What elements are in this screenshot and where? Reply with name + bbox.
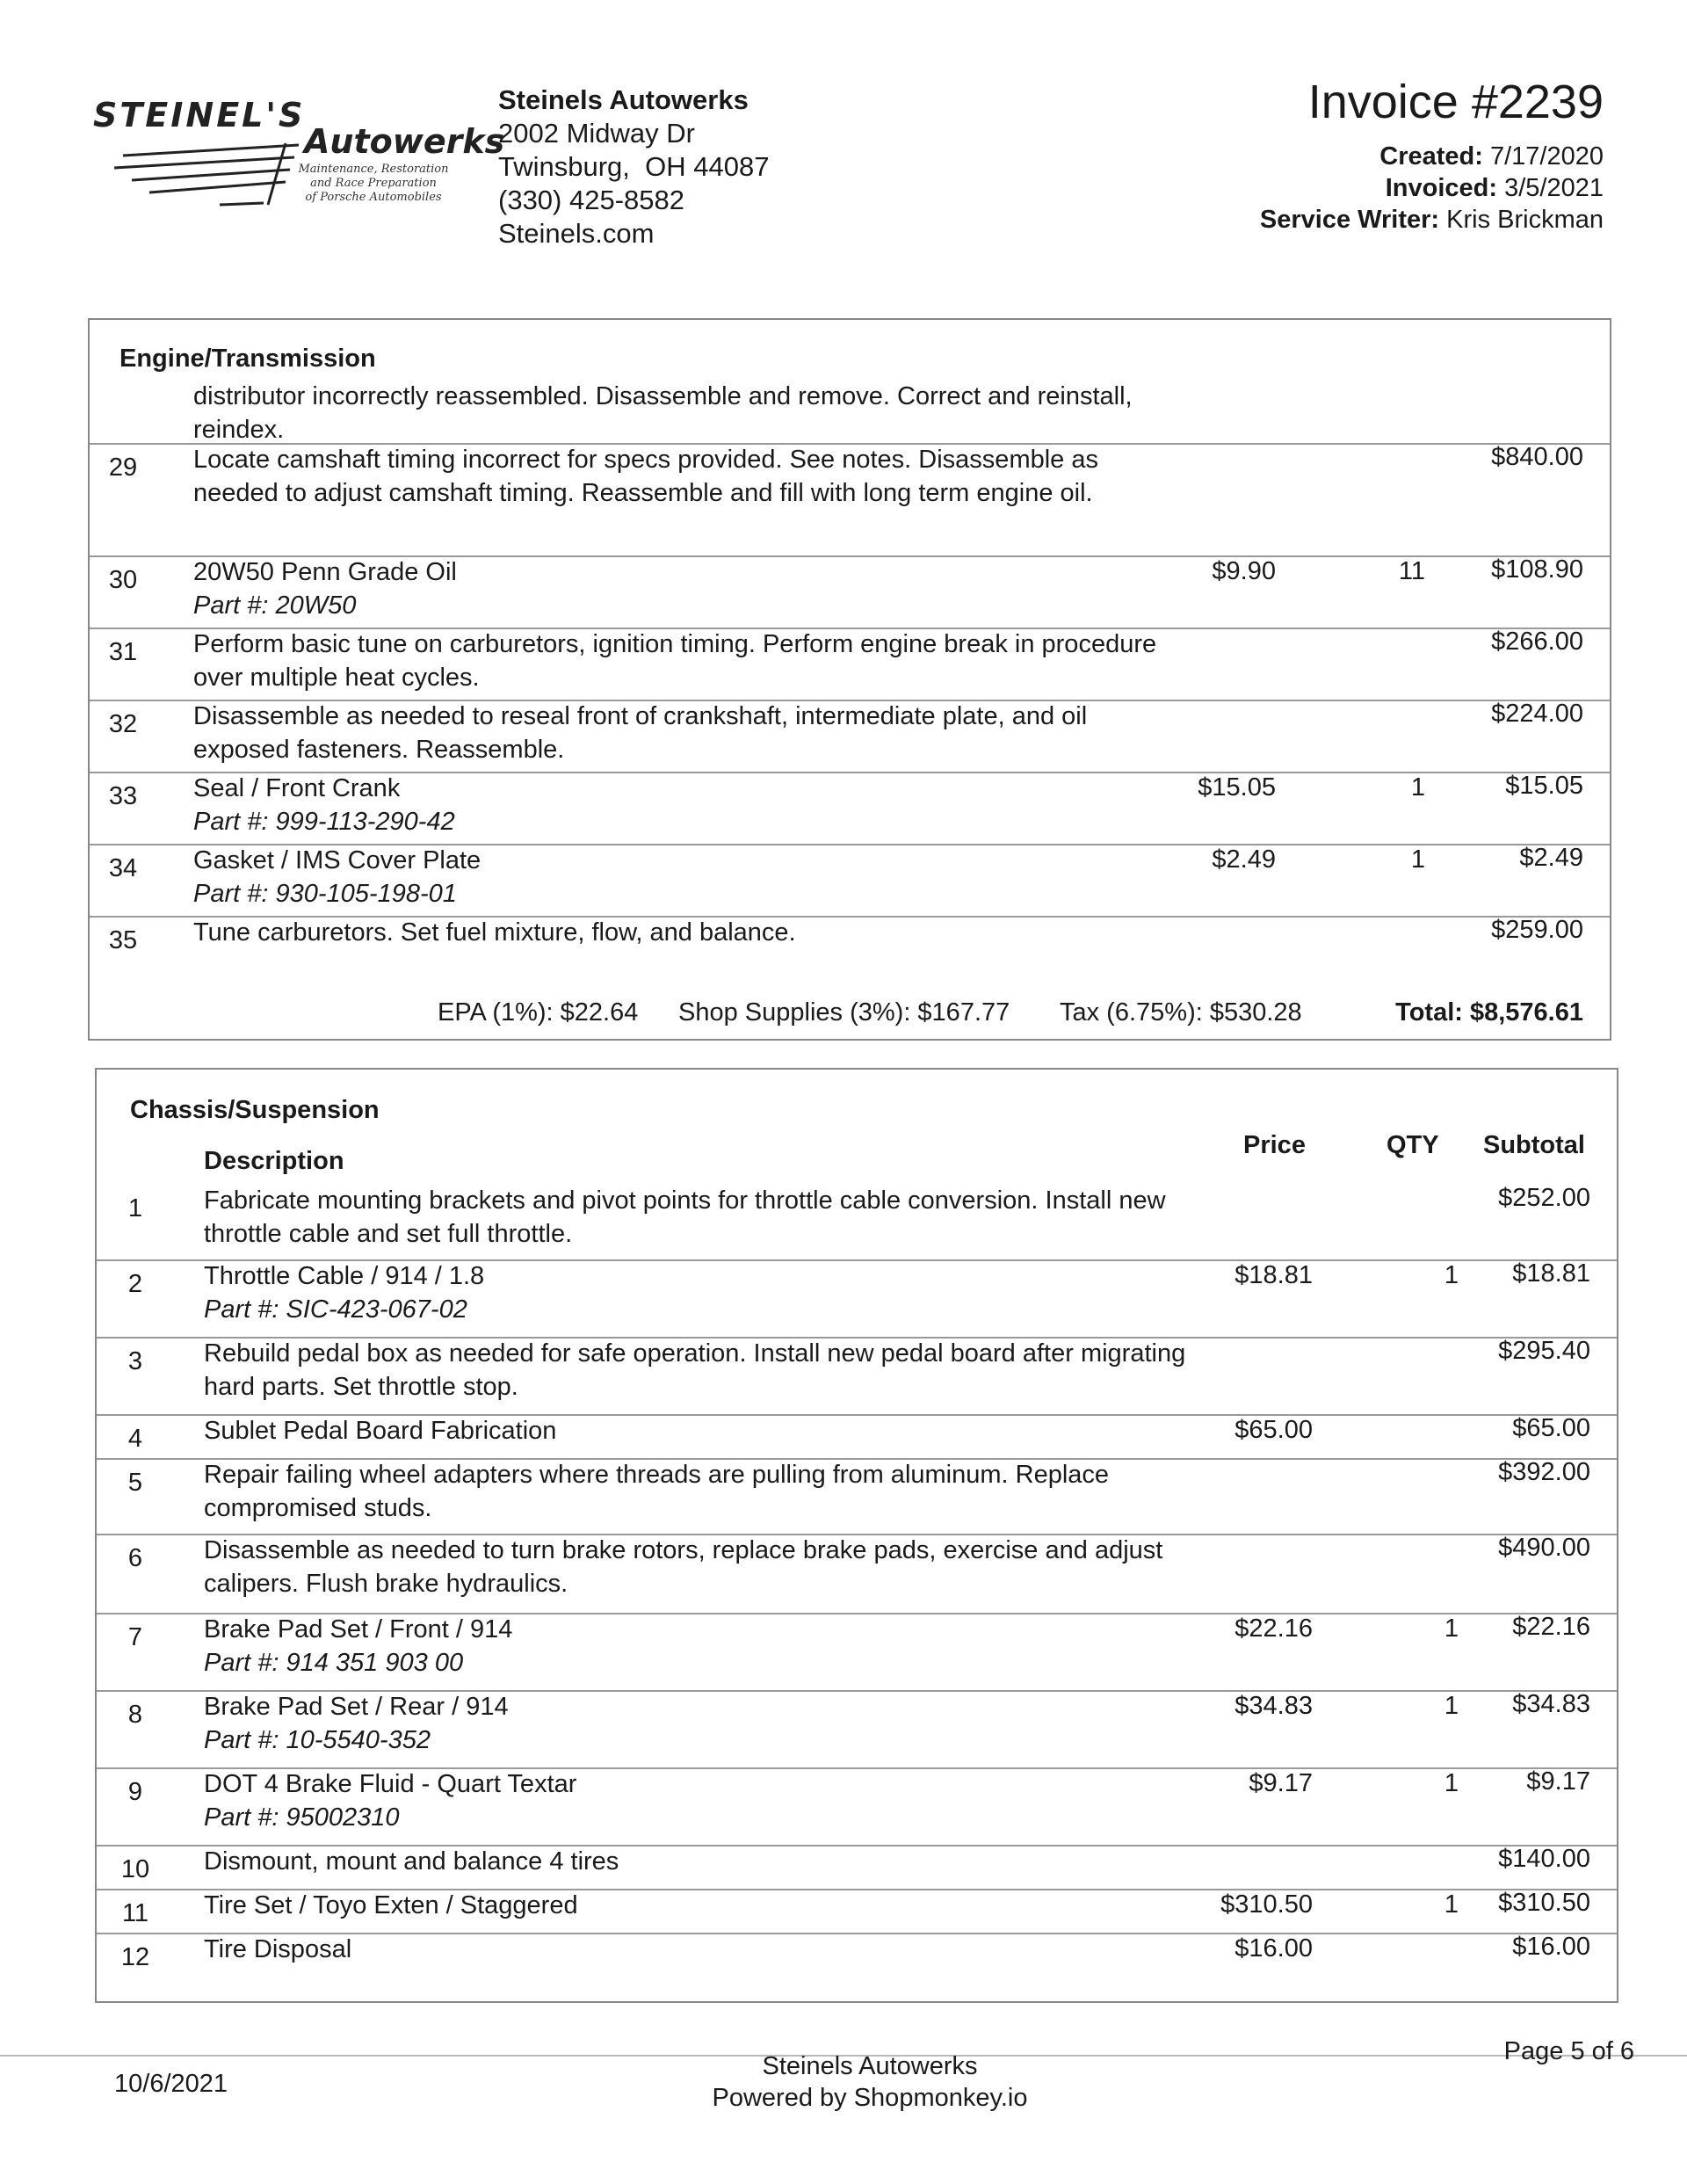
item-description-cell — [193, 555, 1177, 622]
item-description: Sublet Pedal Board Fabrication — [204, 1417, 557, 1445]
section-total: Total: $8,576.61 — [1395, 998, 1583, 1027]
company-website: Steinels.com — [498, 218, 655, 249]
item-description-cell — [193, 380, 1177, 446]
item-subtotal: $392.00 — [1498, 1458, 1590, 1486]
item-description: Brake Pad Set / Rear / 914 — [204, 1693, 509, 1721]
table-row — [97, 1337, 1617, 1416]
item-description-cell — [204, 1690, 1188, 1757]
item-description: Brake Pad Set / Front / 914 — [204, 1615, 513, 1643]
item-subtotal: $34.83 — [1512, 1690, 1590, 1718]
item-subtotal: $16.00 — [1512, 1933, 1590, 1961]
item-qty: 11 — [1398, 557, 1425, 585]
shop-supplies-fee: Shop Supplies (3%): $167.77 — [678, 998, 1010, 1027]
item-subtotal: $266.00 — [1491, 628, 1583, 656]
item-price: $34.83 — [1234, 1692, 1313, 1720]
item-subtotal: $2.49 — [1519, 844, 1583, 872]
table-row — [90, 555, 1610, 629]
table-row — [97, 1259, 1617, 1339]
table-row — [90, 628, 1610, 701]
company-address-line1: 2002 Midway Dr — [498, 118, 695, 149]
table-row — [97, 1414, 1617, 1460]
table-row — [97, 1613, 1617, 1692]
epa-fee: EPA (1%): $22.64 — [438, 998, 639, 1027]
footer-powered-by: Powered by Shopmonkey.io — [712, 2084, 1028, 2112]
part-number: Part #: 999-113-290-42 — [193, 808, 455, 836]
item-description-cell — [204, 1845, 1188, 1878]
item-number: 34 — [108, 854, 138, 882]
item-subtotal: $65.00 — [1512, 1414, 1590, 1442]
item-description-cell — [204, 1337, 1188, 1404]
item-subtotal: $9.17 — [1526, 1767, 1590, 1796]
item-subtotal: $310.50 — [1498, 1889, 1590, 1917]
item-number: 33 — [108, 782, 138, 810]
table-row — [90, 380, 1610, 445]
item-number: 32 — [108, 710, 138, 738]
logo-line2: Autowerks — [304, 122, 505, 161]
table-row — [90, 700, 1610, 773]
chassis-suspension-section — [95, 1068, 1618, 2003]
item-subtotal: $252.00 — [1498, 1184, 1590, 1212]
section-title: Chassis/Suspension — [130, 1096, 380, 1124]
item-number: 7 — [127, 1623, 143, 1651]
service-writer: Service Writer: Kris Brickman — [1259, 206, 1604, 234]
item-description-cell — [193, 916, 1177, 949]
table-row — [97, 1889, 1617, 1934]
company-address-line2: Twinsburg, OH 44087 — [498, 151, 770, 182]
item-qty: 1 — [1444, 1890, 1459, 1919]
table-row — [90, 772, 1610, 845]
table-row — [97, 1534, 1617, 1614]
item-description-cell — [193, 772, 1177, 838]
item-price: $15.05 — [1198, 773, 1276, 802]
footer-branding — [0, 2050, 1687, 2114]
item-description: DOT 4 Brake Fluid - Quart Textar — [204, 1770, 577, 1798]
item-qty: 1 — [1444, 1261, 1459, 1289]
part-number: Part #: 914 351 903 00 — [204, 1649, 464, 1677]
table-row — [90, 916, 1610, 972]
table-row — [90, 844, 1610, 918]
item-number: 9 — [127, 1778, 143, 1806]
item-number: 3 — [127, 1347, 143, 1375]
footer-company: Steinels Autowerks — [762, 2052, 978, 2080]
item-description: Dismount, mount and balance 4 tires — [204, 1847, 619, 1876]
item-description-cell — [204, 1259, 1188, 1326]
item-description: Tune carburetors. Set fuel mixture, flow, and balance. — [193, 918, 796, 947]
item-price: $65.00 — [1234, 1416, 1313, 1444]
item-price: $18.81 — [1234, 1261, 1313, 1289]
item-number: 4 — [127, 1425, 143, 1453]
item-price: $2.49 — [1212, 845, 1276, 874]
item-description-cell — [193, 628, 1177, 694]
item-number: 1 — [127, 1194, 143, 1223]
part-number: Part #: 930-105-198-01 — [193, 880, 457, 908]
item-number: 10 — [120, 1855, 150, 1883]
item-price: $310.50 — [1220, 1890, 1313, 1919]
invoice-title: Invoice #2239 — [1307, 76, 1604, 128]
table-row — [97, 1184, 1617, 1261]
print-date: 10/6/2021 — [114, 2070, 228, 2098]
page-number: Page 5 of 6 — [1503, 2037, 1634, 2065]
item-qty: 1 — [1410, 773, 1425, 802]
item-subtotal: $18.81 — [1512, 1259, 1590, 1288]
item-number: 2 — [127, 1270, 143, 1298]
table-row — [97, 1845, 1617, 1890]
item-subtotal: $22.16 — [1512, 1613, 1590, 1641]
table-row — [97, 1767, 1617, 1847]
item-description-cell — [204, 1767, 1188, 1834]
table-row — [90, 443, 1610, 557]
company-phone: (330) 425-8582 — [498, 185, 684, 215]
item-number: 30 — [108, 566, 138, 594]
item-description-cell — [204, 1458, 1188, 1525]
part-number: Part #: SIC-423-067-02 — [204, 1295, 467, 1324]
item-description-cell — [204, 1889, 1188, 1922]
item-description-cell — [204, 1184, 1188, 1251]
company-logo — [88, 92, 505, 224]
item-number: 31 — [108, 638, 138, 666]
item-description-cell — [193, 443, 1177, 510]
item-number: 11 — [121, 1899, 149, 1927]
company-info — [498, 83, 769, 250]
item-description: Tire Set / Toyo Exten / Staggered — [204, 1891, 578, 1919]
logo-tagline: Maintenance, Restoration and Race Preparation of Porsche Automobiles — [298, 163, 449, 204]
created-date: Created: 7/17/2020 — [1379, 142, 1604, 171]
engine-transmission-section — [88, 318, 1611, 1041]
item-price: $22.16 — [1234, 1614, 1313, 1643]
item-subtotal: $224.00 — [1491, 700, 1583, 728]
item-price: $9.17 — [1249, 1769, 1313, 1797]
item-description: Gasket / IMS Cover Plate — [193, 846, 481, 874]
item-subtotal: $108.90 — [1491, 555, 1583, 584]
item-subtotal: $140.00 — [1498, 1845, 1590, 1873]
item-description-cell — [204, 1534, 1188, 1600]
item-description: Seal / Front Crank — [193, 774, 401, 802]
logo-line1: STEINEL'S — [93, 96, 306, 134]
item-number: 35 — [108, 926, 138, 954]
item-subtotal: $295.40 — [1498, 1337, 1590, 1365]
item-qty: 1 — [1444, 1692, 1459, 1720]
item-description: Disassemble as needed to reseal front of crankshaft, intermediate plate, and oil exposed fasteners. Reassemble. — [193, 702, 1088, 764]
section-title: Engine/Transmission — [119, 345, 376, 373]
item-description-cell — [204, 1414, 1188, 1448]
item-description: 20W50 Penn Grade Oil — [193, 558, 457, 586]
item-description-cell — [193, 700, 1177, 766]
item-number: 8 — [127, 1701, 143, 1729]
item-description: Perform basic tune on carburetors, ignition timing. Perform engine break in procedure over multiple heat cycles. — [193, 630, 1157, 692]
item-description-cell — [204, 1613, 1188, 1680]
item-description: Tire Disposal — [204, 1935, 352, 1963]
part-number: Part #: 95002310 — [204, 1803, 400, 1832]
column-header-price: Price — [1243, 1131, 1306, 1159]
item-description: distributor incorrectly reassembled. Disassemble and remove. Correct and reinstall, reindex. — [193, 382, 1133, 444]
item-description: Throttle Cable / 914 / 1.8 — [204, 1262, 485, 1290]
item-price: $9.90 — [1212, 557, 1276, 585]
table-row — [97, 1690, 1617, 1769]
item-subtotal: $15.05 — [1505, 772, 1583, 800]
column-header-subtotal: Subtotal — [1483, 1131, 1585, 1159]
invoice-header — [1260, 76, 1604, 236]
item-description: Disassemble as needed to turn brake rotors, replace brake pads, exercise and adjust calipers. Flush brake hydraulics. — [204, 1536, 1163, 1598]
item-number: 12 — [120, 1943, 150, 1971]
item-subtotal: $840.00 — [1491, 443, 1583, 471]
item-qty: 1 — [1444, 1614, 1459, 1643]
invoiced-date: Invoiced: 3/5/2021 — [1385, 174, 1604, 202]
item-description: Repair failing wheel adapters where threads are pulling from aluminum. Replace compromised studs. — [204, 1461, 1110, 1522]
item-description: Fabricate mounting brackets and pivot points for throttle cable conversion. Install new throttle cable and set full throttle. — [204, 1186, 1166, 1248]
item-description-cell — [193, 844, 1177, 911]
column-header-description: Description — [204, 1147, 344, 1175]
item-description: Locate camshaft timing incorrect for specs provided. See notes. Disassemble as needed to adjust camshaft timing. Reassemble and fill with long term engine oil. — [193, 446, 1098, 507]
company-name: Steinels Autowerks — [498, 84, 749, 115]
part-number: Part #: 20W50 — [193, 591, 357, 620]
item-subtotal: $259.00 — [1491, 916, 1583, 944]
table-row — [97, 1458, 1617, 1535]
column-header-qty: QTY — [1387, 1131, 1439, 1159]
item-description-cell — [204, 1933, 1188, 1966]
part-number: Part #: 10-5540-352 — [204, 1726, 431, 1754]
tax-amount: Tax (6.75%): $530.28 — [1060, 998, 1302, 1027]
item-number: 5 — [127, 1469, 143, 1497]
item-price: $16.00 — [1234, 1934, 1313, 1963]
item-qty: 1 — [1410, 845, 1425, 874]
item-description: Rebuild pedal box as needed for safe operation. Install new pedal board after migrating hard parts. Set throttle stop. — [204, 1339, 1186, 1401]
item-number: 6 — [127, 1544, 143, 1572]
table-row — [97, 1933, 1617, 1973]
item-qty: 1 — [1444, 1769, 1459, 1797]
item-subtotal: $490.00 — [1498, 1534, 1590, 1562]
item-number: 29 — [108, 453, 138, 482]
